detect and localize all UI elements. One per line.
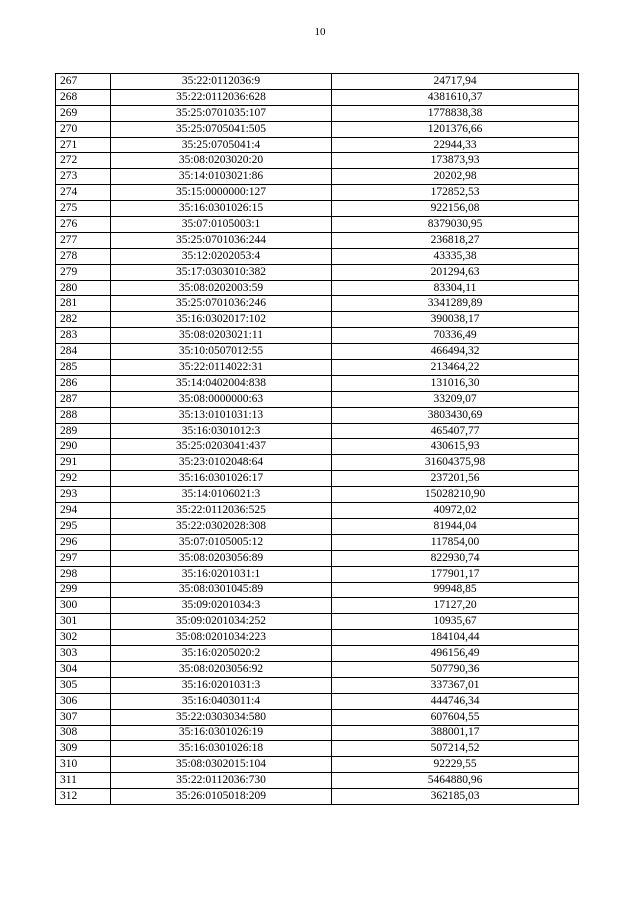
cadastral-value-cell: 465407,77 [332, 423, 579, 439]
table-row [56, 725, 579, 741]
cadastral-value-cell: 24717,94 [332, 74, 579, 90]
cadastral-number-cell: 35:22:0112036:730 [111, 773, 332, 789]
cadastral-number-cell: 35:25:0203041:437 [111, 439, 332, 455]
cadastral-number-cell: 35:07:0105005:12 [111, 534, 332, 550]
row-number-cell: 294 [56, 503, 111, 519]
table-row [56, 105, 579, 121]
cadastral-number-cell: 35:16:0301026:17 [111, 471, 332, 487]
cadastral-value-cell: 184104,44 [332, 630, 579, 646]
page-number: 10 [314, 26, 326, 38]
table-row [56, 391, 579, 407]
table-row [56, 455, 579, 471]
row-number-cell: 309 [56, 741, 111, 757]
cadastral-number-cell: 35:22:0302028:308 [111, 518, 332, 534]
table-row [56, 439, 579, 455]
row-number-cell: 296 [56, 534, 111, 550]
row-number-cell: 312 [56, 789, 111, 805]
cadastral-value-cell: 10935,67 [332, 614, 579, 630]
cadastral-number-cell: 35:25:0705041:505 [111, 121, 332, 137]
cadastral-number-cell: 35:16:0301012:3 [111, 423, 332, 439]
row-number-cell: 307 [56, 709, 111, 725]
cadastral-number-cell: 35:25:0701036:244 [111, 232, 332, 248]
table-row [56, 423, 579, 439]
table-row [56, 709, 579, 725]
cadastral-value-cell: 33209,07 [332, 391, 579, 407]
cadastral-value-cell: 31604375,98 [332, 455, 579, 471]
row-number-cell: 305 [56, 677, 111, 693]
cadastral-value-cell: 5464880,96 [332, 773, 579, 789]
row-number-cell: 286 [56, 375, 111, 391]
cadastral-number-cell: 35:16:0403011:4 [111, 693, 332, 709]
cadastral-number-cell: 35:08:0000000:63 [111, 391, 332, 407]
table-row [56, 232, 579, 248]
cadastral-number-cell: 35:16:0301026:18 [111, 741, 332, 757]
table-row [56, 312, 579, 328]
cadastral-value-cell: 496156,49 [332, 646, 579, 662]
row-number-cell: 268 [56, 89, 111, 105]
row-number-cell: 270 [56, 121, 111, 137]
row-number-cell: 311 [56, 773, 111, 789]
row-number-cell: 277 [56, 232, 111, 248]
table-row [56, 503, 579, 519]
row-number-cell: 283 [56, 328, 111, 344]
table-row [56, 582, 579, 598]
cadastral-number-cell: 35:08:0203020:20 [111, 153, 332, 169]
row-number-cell: 284 [56, 344, 111, 360]
table-row [56, 661, 579, 677]
cadastral-value-cell: 99948,85 [332, 582, 579, 598]
table-row [56, 201, 579, 217]
cadastral-value-cell: 362185,03 [332, 789, 579, 805]
cadastral-number-cell: 35:16:0301026:15 [111, 201, 332, 217]
cadastral-number-cell: 35:17:0303010:382 [111, 264, 332, 280]
table-row [56, 518, 579, 534]
cadastral-number-cell: 35:22:0114022:31 [111, 360, 332, 376]
table-row [56, 89, 579, 105]
cadastral-value-cell: 1778838,38 [332, 105, 579, 121]
cadastral-value-cell: 922156,08 [332, 201, 579, 217]
table-row [56, 550, 579, 566]
cadastral-number-cell: 35:09:0201034:252 [111, 614, 332, 630]
cadastral-value-cell: 337367,01 [332, 677, 579, 693]
cadastral-number-cell: 35:16:0201031:1 [111, 566, 332, 582]
row-number-cell: 276 [56, 217, 111, 233]
cadastral-value-cell: 3341289,89 [332, 296, 579, 312]
row-number-cell: 285 [56, 360, 111, 376]
row-number-cell: 287 [56, 391, 111, 407]
table-row [56, 789, 579, 805]
cadastral-number-cell: 35:25:0701035:107 [111, 105, 332, 121]
cadastral-number-cell: 35:14:0402004:838 [111, 375, 332, 391]
row-number-cell: 280 [56, 280, 111, 296]
cadastral-number-cell: 35:08:0203021:11 [111, 328, 332, 344]
table-row [56, 773, 579, 789]
table-row [56, 328, 579, 344]
cadastral-value-cell: 466494,32 [332, 344, 579, 360]
cadastral-number-cell: 35:10:0507012:55 [111, 344, 332, 360]
cadastral-value-cell: 388001,17 [332, 725, 579, 741]
row-number-cell: 295 [56, 518, 111, 534]
cadastral-number-cell: 35:16:0201031:3 [111, 677, 332, 693]
row-number-cell: 282 [56, 312, 111, 328]
row-number-cell: 301 [56, 614, 111, 630]
cadastral-value-cell: 237201,56 [332, 471, 579, 487]
table-row [56, 534, 579, 550]
cadastral-value-table [55, 73, 579, 805]
cadastral-number-cell: 35:26:0105018:209 [111, 789, 332, 805]
row-number-cell: 298 [56, 566, 111, 582]
table-row [56, 360, 579, 376]
cadastral-value-cell: 822930,74 [332, 550, 579, 566]
cadastral-value-cell: 507214,52 [332, 741, 579, 757]
row-number-cell: 273 [56, 169, 111, 185]
cadastral-value-cell: 40972,02 [332, 503, 579, 519]
row-number-cell: 269 [56, 105, 111, 121]
row-number-cell: 290 [56, 439, 111, 455]
table-row [56, 741, 579, 757]
row-number-cell: 291 [56, 455, 111, 471]
cadastral-value-cell: 213464,22 [332, 360, 579, 376]
table-row [56, 185, 579, 201]
table-row [56, 344, 579, 360]
cadastral-value-cell: 20202,98 [332, 169, 579, 185]
cadastral-number-cell: 35:08:0203056:89 [111, 550, 332, 566]
table-row [56, 137, 579, 153]
cadastral-value-cell: 3803430,69 [332, 407, 579, 423]
table-row [56, 121, 579, 137]
cadastral-number-cell: 35:09:0201034:3 [111, 598, 332, 614]
row-number-cell: 292 [56, 471, 111, 487]
row-number-cell: 310 [56, 757, 111, 773]
cadastral-value-cell: 201294,63 [332, 264, 579, 280]
cadastral-value-cell: 15028210,90 [332, 487, 579, 503]
row-number-cell: 302 [56, 630, 111, 646]
cadastral-number-cell: 35:08:0203056:92 [111, 661, 332, 677]
cadastral-value-cell: 4381610,37 [332, 89, 579, 105]
row-number-cell: 288 [56, 407, 111, 423]
table-row [56, 169, 579, 185]
table-row [56, 153, 579, 169]
cadastral-number-cell: 35:12:0202053:4 [111, 248, 332, 264]
table-row [56, 693, 579, 709]
table-row [56, 248, 579, 264]
cadastral-value-cell: 8379030,95 [332, 217, 579, 233]
table-row [56, 614, 579, 630]
cadastral-number-cell: 35:08:0202003:59 [111, 280, 332, 296]
cadastral-number-cell: 35:22:0112036:525 [111, 503, 332, 519]
cadastral-value-cell: 172852,53 [332, 185, 579, 201]
table-row [56, 375, 579, 391]
cadastral-value-cell: 390038,17 [332, 312, 579, 328]
row-number-cell: 274 [56, 185, 111, 201]
cadastral-value-cell: 173873,93 [332, 153, 579, 169]
row-number-cell: 279 [56, 264, 111, 280]
table-row [56, 471, 579, 487]
cadastral-value-cell: 444746,34 [332, 693, 579, 709]
cadastral-number-cell: 35:25:0701036:246 [111, 296, 332, 312]
cadastral-number-cell: 35:07:0105003:1 [111, 217, 332, 233]
cadastral-number-cell: 35:14:0103021:86 [111, 169, 332, 185]
cadastral-number-cell: 35:16:0301026:19 [111, 725, 332, 741]
cadastral-number-cell: 35:14:0106021:3 [111, 487, 332, 503]
cadastral-number-cell: 35:08:0201034:223 [111, 630, 332, 646]
table-row [56, 566, 579, 582]
cadastral-value-cell: 131016,30 [332, 375, 579, 391]
cadastral-value-cell: 83304,11 [332, 280, 579, 296]
cadastral-value-cell: 92229,55 [332, 757, 579, 773]
cadastral-number-cell: 35:08:0302015:104 [111, 757, 332, 773]
cadastral-value-cell: 236818,27 [332, 232, 579, 248]
table-row [56, 757, 579, 773]
row-number-cell: 304 [56, 661, 111, 677]
row-number-cell: 271 [56, 137, 111, 153]
row-number-cell: 278 [56, 248, 111, 264]
cadastral-number-cell: 35:16:0302017:102 [111, 312, 332, 328]
row-number-cell: 272 [56, 153, 111, 169]
cadastral-value-cell: 70336,49 [332, 328, 579, 344]
table-row [56, 598, 579, 614]
row-number-cell: 306 [56, 693, 111, 709]
cadastral-number-cell: 35:22:0303034:580 [111, 709, 332, 725]
cadastral-value-cell: 117854,00 [332, 534, 579, 550]
cadastral-value-cell: 22944,33 [332, 137, 579, 153]
row-number-cell: 299 [56, 582, 111, 598]
table-row [56, 677, 579, 693]
row-number-cell: 267 [56, 74, 111, 90]
row-number-cell: 275 [56, 201, 111, 217]
table-row [56, 487, 579, 503]
table-row [56, 630, 579, 646]
row-number-cell: 300 [56, 598, 111, 614]
cadastral-number-cell: 35:22:0112036:9 [111, 74, 332, 90]
table-row [56, 296, 579, 312]
cadastral-value-cell: 81944,04 [332, 518, 579, 534]
row-number-cell: 308 [56, 725, 111, 741]
table-row [56, 280, 579, 296]
cadastral-value-cell: 177901,17 [332, 566, 579, 582]
row-number-cell: 289 [56, 423, 111, 439]
row-number-cell: 293 [56, 487, 111, 503]
cadastral-value-cell: 430615,93 [332, 439, 579, 455]
table-body [56, 74, 579, 805]
cadastral-value-cell: 507790,36 [332, 661, 579, 677]
row-number-cell: 297 [56, 550, 111, 566]
row-number-cell: 281 [56, 296, 111, 312]
table-row [56, 407, 579, 423]
cadastral-number-cell: 35:15:0000000:127 [111, 185, 332, 201]
cadastral-value-cell: 17127,20 [332, 598, 579, 614]
row-number-cell: 303 [56, 646, 111, 662]
cadastral-value-cell: 1201376,66 [332, 121, 579, 137]
table-row [56, 217, 579, 233]
cadastral-number-cell: 35:08:0301045:89 [111, 582, 332, 598]
cadastral-number-cell: 35:13:0101031:13 [111, 407, 332, 423]
table-row [56, 74, 579, 90]
table-row [56, 264, 579, 280]
cadastral-number-cell: 35:25:0705041:4 [111, 137, 332, 153]
cadastral-value-cell: 607604,55 [332, 709, 579, 725]
cadastral-number-cell: 35:16:0205020:2 [111, 646, 332, 662]
cadastral-value-cell: 43335,38 [332, 248, 579, 264]
cadastral-number-cell: 35:23:0102048:64 [111, 455, 332, 471]
cadastral-number-cell: 35:22:0112036:628 [111, 89, 332, 105]
table-row [56, 646, 579, 662]
